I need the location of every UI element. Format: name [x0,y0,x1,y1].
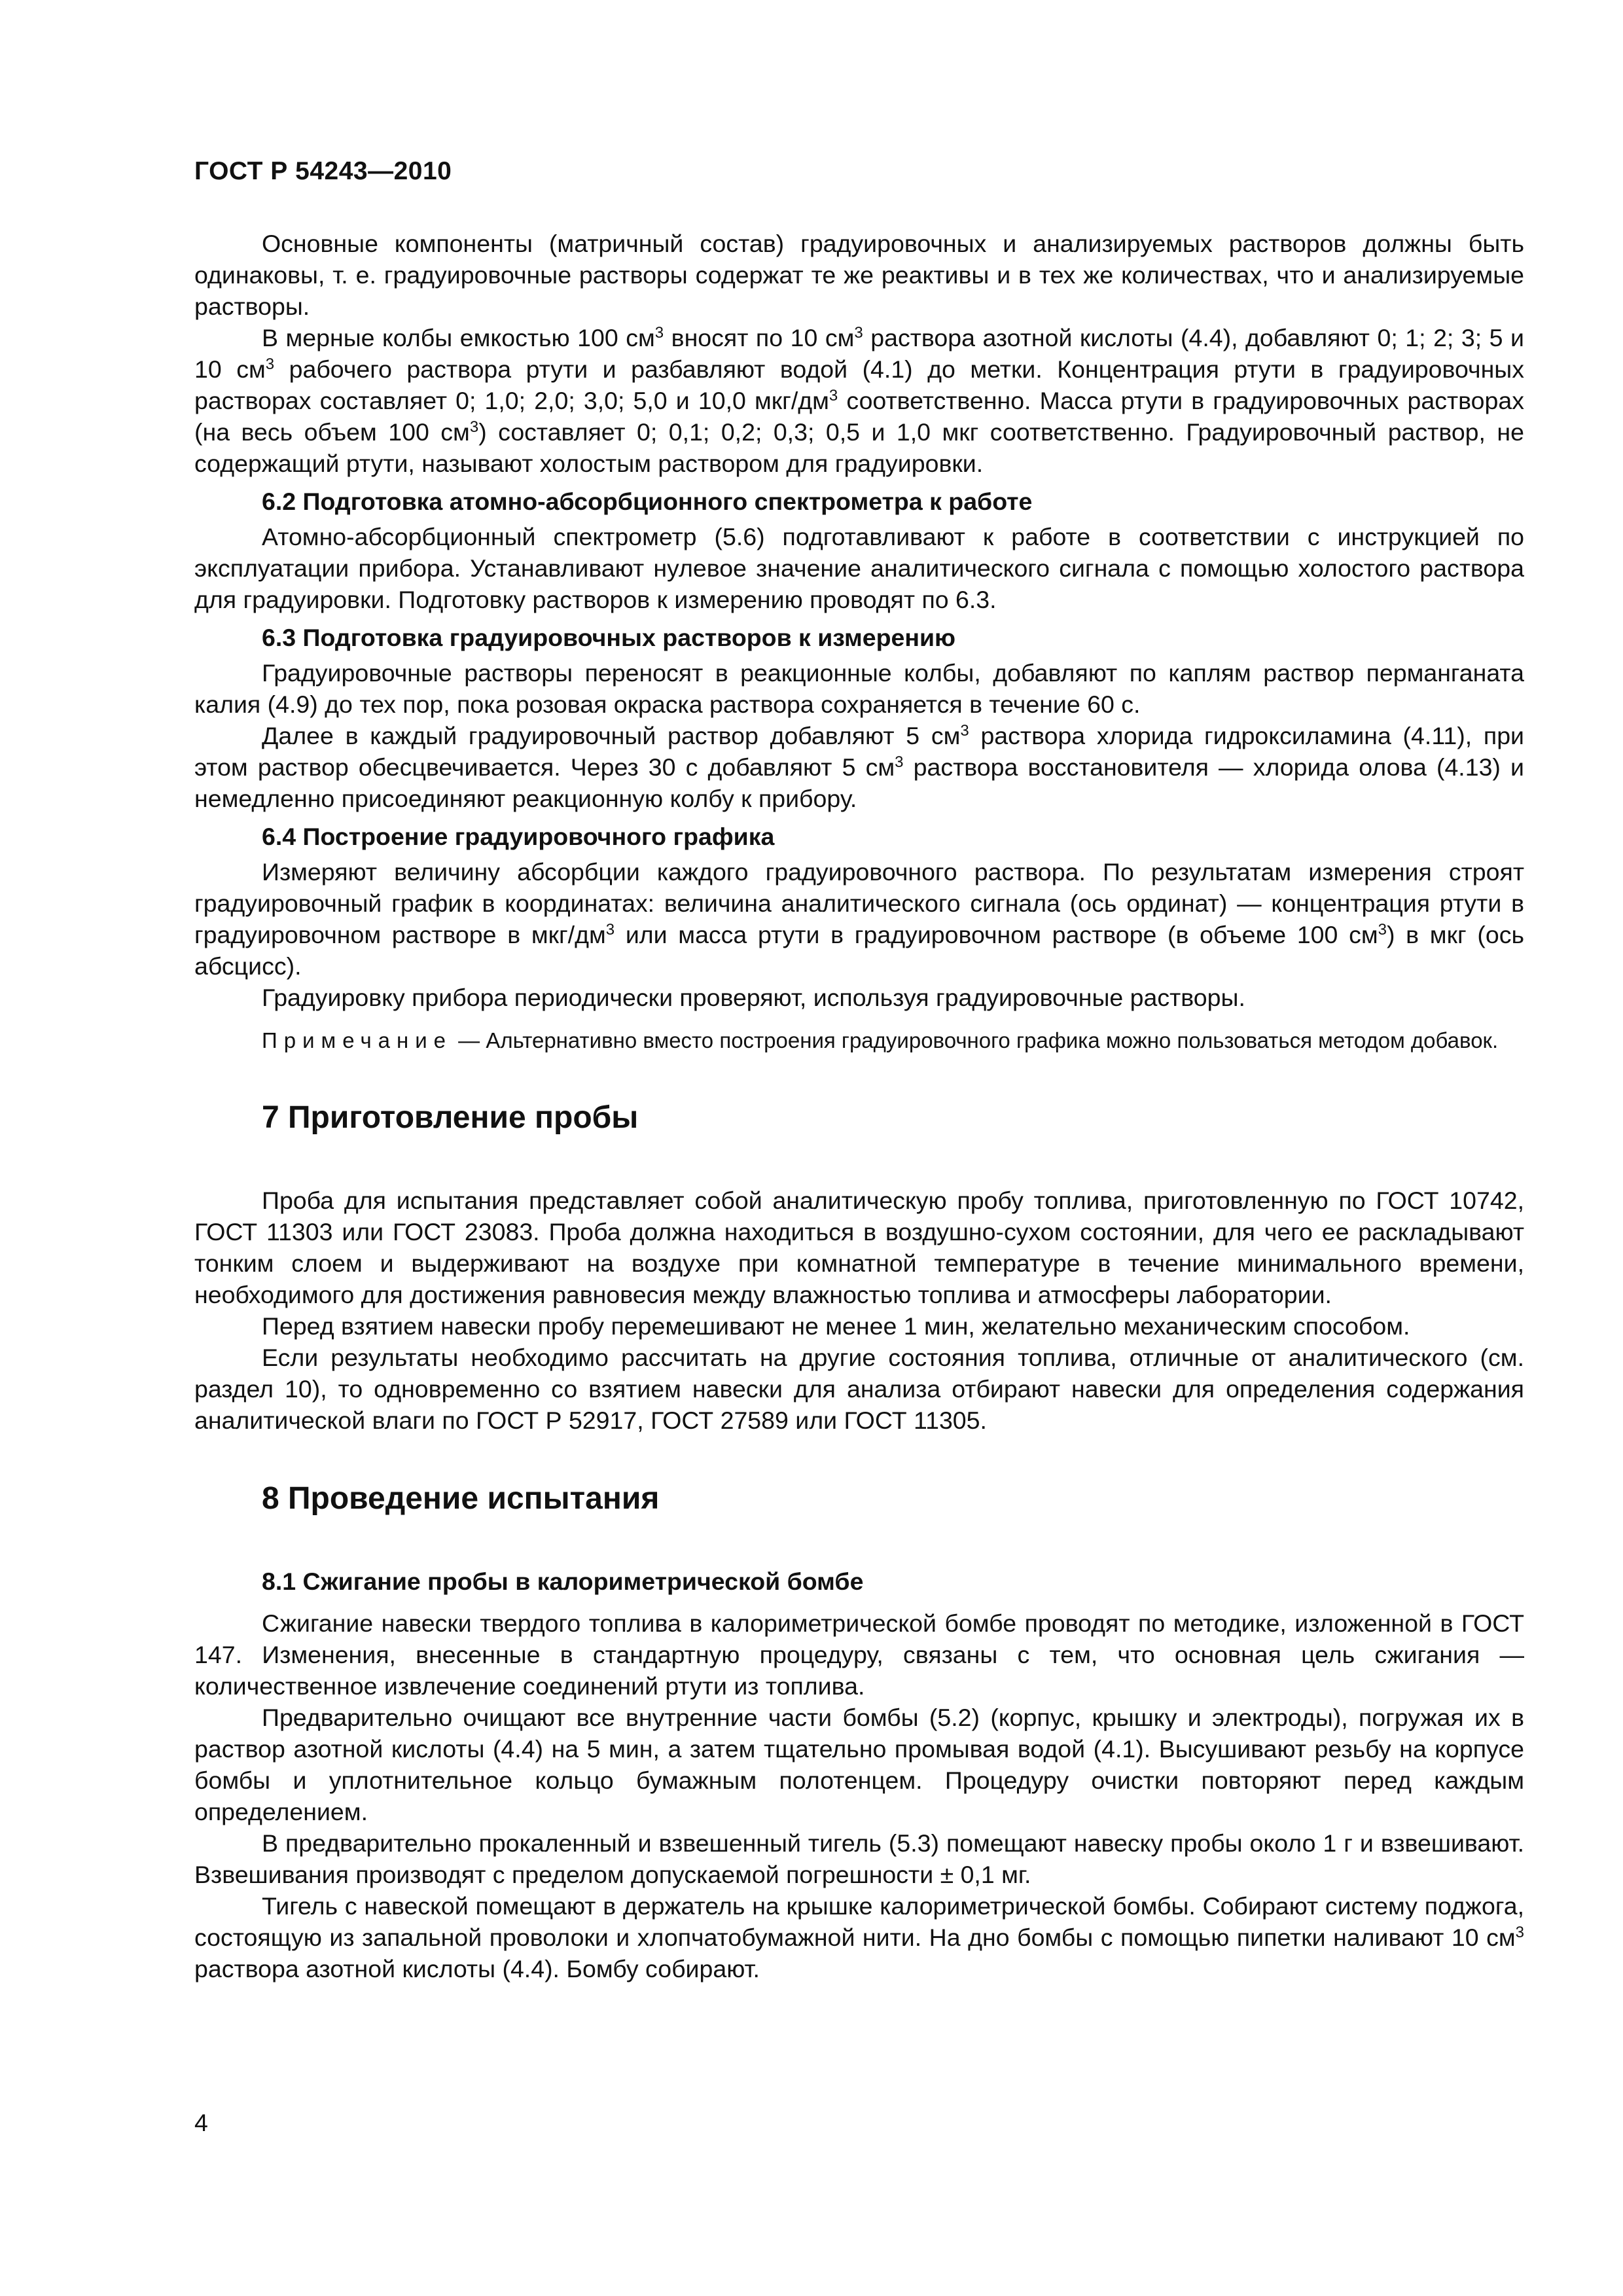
section-heading-7: 7 Приготовление пробы [262,1100,639,1135]
subsection-heading-6-3: 6.3 Подготовка градуировочных растворов к измерению [262,624,956,651]
subsection-heading-6-4: 6.4 Построение градуировочного графика [262,823,775,850]
document-header: ГОСТ Р 54243—2010 [194,157,452,185]
paragraph: Атомно-абсорбционный спектрометр (5.6) подготавливают к работе в соответствии с инструкцией по эксплуатации прибора. Устанавливают нулевое значение аналитического сигнала с помощью холостого раствора для градуировки. Подготовку растворов к измерению проводят по 6.3. [194,523,1524,613]
note-label: Примечание [262,1028,453,1052]
paragraph: Сжигание навески твердого топлива в калориметрической бомбе проводят по методике, изложенной в ГОСТ 147. Изменения, внесенные в стандартную процедуру, связаны с тем, что основная цель сжигания — количественное извлечение соединений ртути из топлива. [194,1609,1524,1700]
subsection-heading-6-2: 6.2 Подготовка атомно-абсорбционного спектрометра к работе [262,488,1033,515]
paragraph: Основные компоненты (матричный состав) градуировочных и анализируемых растворов должны быть одинаковы, т. е. градуировочные растворы содержат те же реактивы и в тех же количествах, что и анализируемые растворы. [194,230,1524,320]
paragraph: Предварительно очищают все внутренние части бомбы (5.2) (корпус, крышку и электроды), погружая их в раствор азотной кислоты (4.4) на 5 мин, а затем тщательно промывая водой (4.1). Высушивают резьбу на корпусе бомбы и уплотнительное кольцо бумажным полотенцем. Процедуру очистки повторяют перед каждым определением. [194,1704,1524,1825]
paragraph: Если результаты необходимо рассчитать на другие состояния топлива, отличные от аналитического (см. раздел 10), то одновременно со взятием навески для анализа отбирают навески для определения содержания аналитической влаги по ГОСТ Р 52917, ГОСТ 27589 или ГОСТ 11305. [194,1344,1524,1434]
document-page [194,157,1524,1984]
paragraph: Тигель с навеской помещают в держатель на крышке калориметрической бомбы. Собирают систему поджога, состоящую из запальной проволоки и хлопчатобумажной нити. На дно бомбы с помощью пипетки наливают 10 $см^3$ раствора азотной кислоты (4.4). Бомбу собирают. [194,1892,1524,1982]
paragraph: Перед взятием навески пробу перемешивают не менее 1 мин, желательно механическим способом. [262,1312,1410,1340]
paragraph: Градуировку прибора периодически проверяют, используя градуировочные растворы. [262,984,1245,1011]
paragraph: В мерные колбы емкостью 100 $см^3$ вносят по 10 $см^3$ раствора азотной кислоты (4.4), добавляют 0; 1; 2; 3; 5 и 10 $см^3$ рабочего раствора ртути и разбавляют водой (4.1) до метки. Концентрация ртути в градуировочных растворах составляет 0; 1,0; 2,0; 3,0; 5,0 и 10,0 мкг/$дм^3$ соответственно. Масса ртути в градуировочных растворах (на весь объем 100 $см^3$) составляет 0; 0,1; 0,2; 0,3; 0,5 и 1,0 мкг соответственно. Градуировочный раствор, не содержащий ртути, называют холостым раствором для градуировки. [194,324,1525,477]
paragraph: Измеряют величину абсорбции каждого градуировочного раствора. По результатам измерения строят градуировочный график в координатах: величина аналитического сигнала (ось ординат) — концентрация ртути в градуировочном растворе в мкг/$дм^3$ или масса ртути в градуировочном растворе (в объеме 100 $см^3$) в мкг (ось абсцисс). [194,858,1524,980]
note-text: — Альтернативно вместо построения градуировочного графика можно пользоваться методом добавок. [452,1028,1499,1052]
paragraph: В предварительно прокаленный и взвешенный тигель (5.3) помещают навеску пробы около 1 г и взвешивают. Взвешивания производят с пределом допускаемой погрешности ± 0,1 мг. [194,1829,1524,1888]
paragraph: Далее в каждый градуировочный раствор добавляют 5 $см^3$ раствора хлорида гидроксиламина (4.11), при этом раствор обесцвечивается. Через 30 с добавляют 5 $см^3$ раствора восстановителя — хлорида олова (4.13) и немедленно присоединяют реакционную колбу к прибору. [194,722,1525,812]
paragraph: Градуировочные растворы переносят в реакционные колбы, добавляют по каплям раствор перманганата калия (4.9) до тех пор, пока розовая окраска раствора сохраняется в течение 60 с. [194,659,1524,718]
section-heading-8: 8 Проведение испытания [262,1481,660,1516]
paragraph: Проба для испытания представляет собой аналитическую пробу топлива, приготовленную по ГОСТ 10742, ГОСТ 11303 или ГОСТ 23083. Проба должна находиться в воздушно-сухом состоянии, для чего ее раскладывают тонким слоем и выдерживают на воздухе при комнатной температуре в течение минимального времени, необходимого для достижения равновесия между влажностью топлива и атмосферы лаборатории. [194,1187,1524,1308]
note [194,1026,1524,1055]
subsection-heading-8-1: 8.1 Сжигание пробы в калориметрической бомбе [262,1568,864,1595]
page-number: 4 [194,2109,208,2136]
